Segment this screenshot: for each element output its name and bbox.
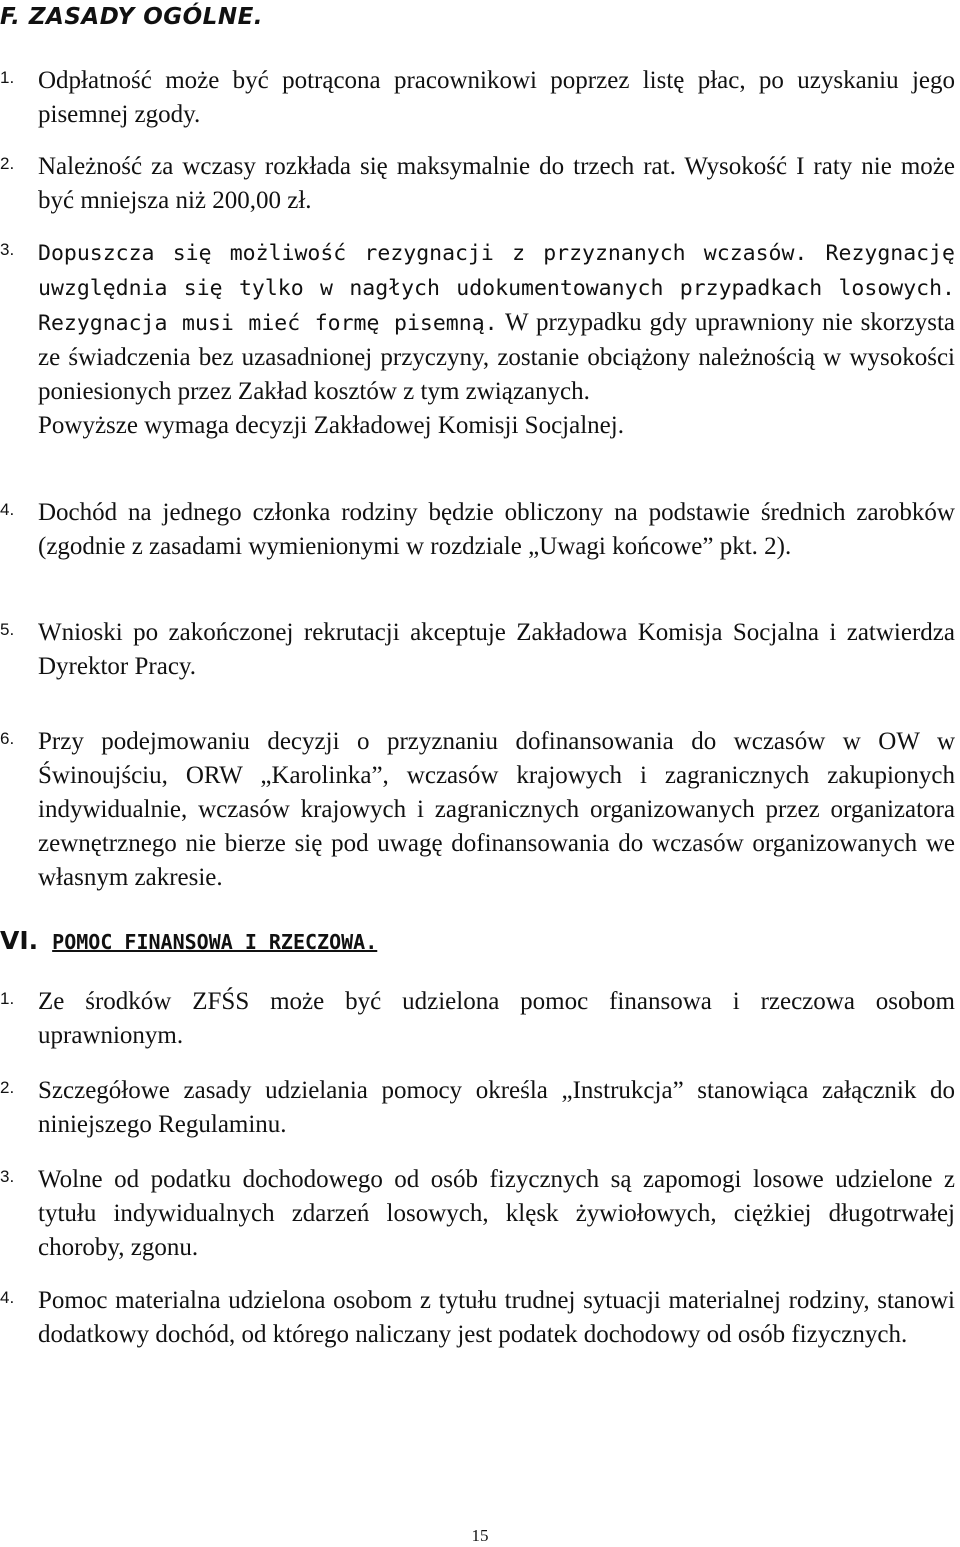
item-text: Wnioski po zakończonej rekrutacji akceptuje Zakładowa Komisja Socjalna i zatwierdza Dyrektor Pracy. [38, 619, 955, 680]
section-f-heading: F. ZASADY OGÓLNE. [0, 4, 264, 30]
item-text: Ze środków ZFŚS może być udzielona pomoc finansowa i rzeczowa osobom uprawnionym. [38, 988, 955, 1049]
list-item [0, 616, 955, 684]
list-item [0, 150, 955, 218]
item-text: Odpłatność może być potrącona pracownikowi poprzez listę płac, po uzyskaniu jego pisemnej zgody. [38, 67, 955, 128]
list-item [0, 236, 955, 443]
list-item [0, 725, 955, 895]
page-number: 15 [471, 1526, 489, 1545]
item-text [38, 236, 955, 443]
item-text: Wolne od podatku dochodowego od osób fizycznych są zapomogi losowe udzielone z tytułu indywidualnych zdarzeń losowych, klęsk żywiołowych, ciężkiej długotrwałej choroby, zgonu. [38, 1166, 955, 1261]
item-number: 4. [0, 500, 15, 519]
item-number: 3. [0, 1167, 15, 1186]
list-item [0, 496, 955, 564]
item-text-note: Powyższe wymaga decyzji Zakładowej Komisji Socjalnej. [38, 412, 624, 439]
item-text: Dochód na jednego członka rodziny będzie obliczony na podstawie średnich zarobków (zgodnie z zasadami wymienionymi w rozdziale „Uwagi końcowe” pkt. 2). [38, 499, 955, 560]
item-text: Szczegółowe zasady udzielania pomocy określa „Instrukcja” stanowiąca załącznik do niniejszego Regulaminu. [38, 1077, 955, 1138]
item-text-rest: W przypadku gdy uprawniony nie skorzysta ze świadczenia bez uzasadnionej przyczyny, zostanie obciążony należnością w wysokości poniesionych przez Zakład kosztów z tym związanych. [38, 309, 956, 405]
list-item [0, 1163, 955, 1265]
item-text-mono: Dopuszcza się możliwość rezygnacji z przyznanych wczasów. Rezygnację uwzględnia się tylko w nagłych udokumentowanych przypadkach losowych. Rezygnacja musi mieć formę pisemną. [38, 241, 955, 336]
item-number: 3. [0, 240, 15, 259]
list-item [0, 64, 955, 132]
item-text: Należność za wczasy rozkłada się maksymalnie do trzech rat. Wysokość I raty nie może być mniejsza niż 200,00 zł. [38, 153, 955, 214]
list-item [0, 985, 955, 1053]
section-vi-heading [0, 926, 377, 955]
item-number: 2. [0, 1078, 15, 1097]
item-text: Pomoc materialna udzielona osobom z tytułu trudnej sytuacji materialnej rodziny, stanowi dodatkowy dochód, od którego naliczany jest podatek dochodowy od osób fizycznych. [38, 1287, 955, 1348]
item-number: 2. [0, 154, 15, 173]
section-vi-number: VI. [0, 926, 39, 955]
item-number: 1. [0, 989, 15, 1008]
item-number: 6. [0, 729, 15, 748]
list-item [0, 1074, 955, 1142]
item-text: Przy podejmowaniu decyzji o przyznaniu dofinansowania do wczasów w OW w Świnoujściu, ORW „Karolinka”, wczasów krajowych i zagranicznych zakupionych indywidualnie, wczasów krajowych i zagranicznych organizowanych przez organizatora zewnętrznego nie bierze się pod uwagę dofinansowania do wczasów organizowanych we własnym zakresie. [38, 728, 955, 891]
list-item [0, 1284, 955, 1352]
section-vi-title: POMOC FINANSOWA I RZECZOWA. [52, 930, 378, 954]
item-number: 4. [0, 1288, 15, 1307]
item-number: 1. [0, 68, 15, 87]
item-number: 5. [0, 620, 15, 639]
